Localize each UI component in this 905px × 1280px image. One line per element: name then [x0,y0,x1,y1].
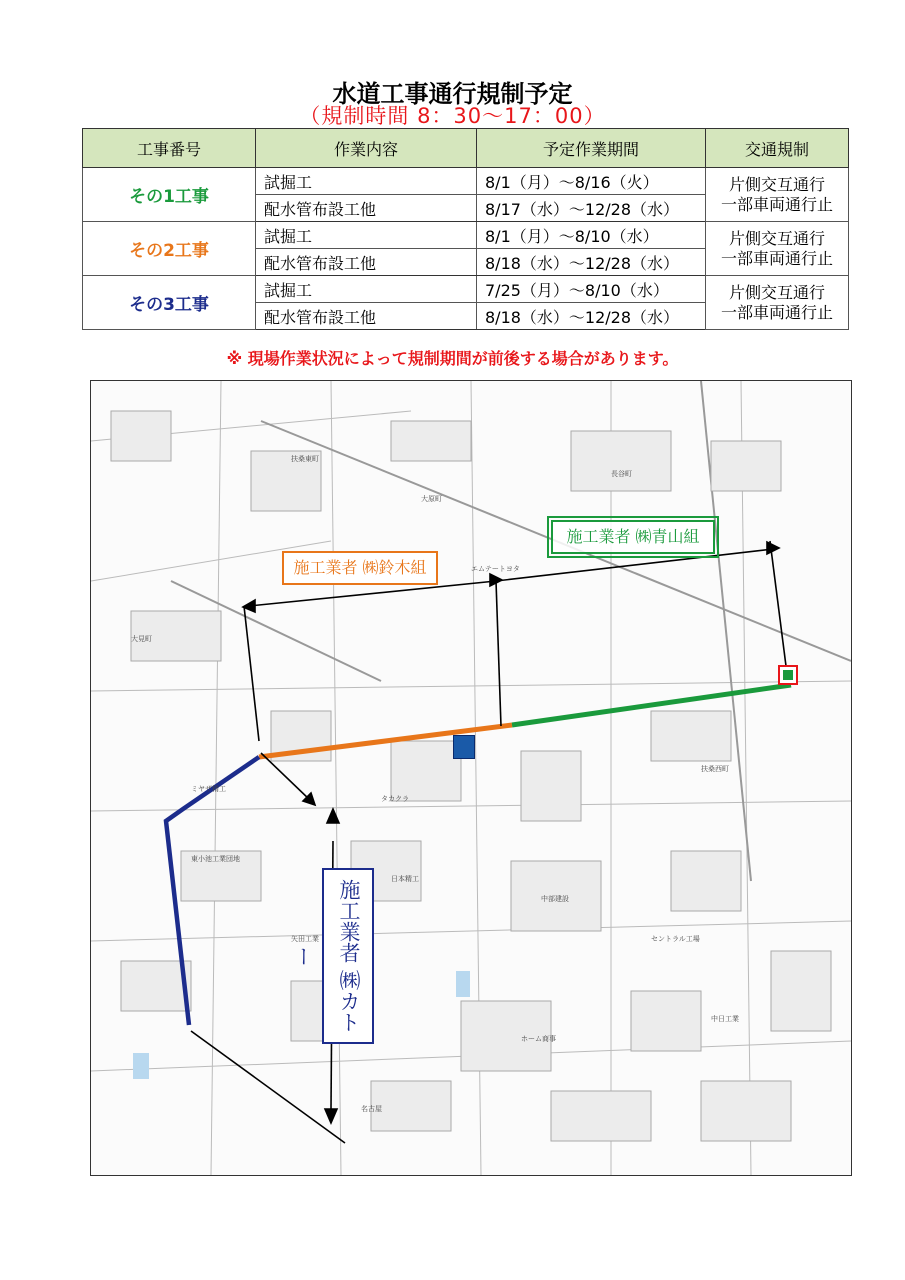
work-content: 試掘工 [256,168,477,195]
regulation-line-1: 片側交互通行 [728,282,825,302]
work-content: 配水管布設工他 [256,195,477,222]
map-label-5: エムテートヨタ [471,565,520,573]
work-period: 7/25（月）〜8/10（水） [477,276,706,303]
map-label-4: ミヤザ精工 [191,785,226,793]
map-label-15: 東小池工業団地 [191,855,240,863]
map-label-11: タカクラ [381,795,409,803]
contractor-label-aoyama: 施工業者 ㈱青山組 [551,520,715,554]
work-content: 試掘工 [256,222,477,249]
map-label-14: 中日工業 [711,1015,739,1023]
map-label-9: 中部建設 [541,895,569,903]
project-name: その2工事 [83,222,256,276]
traffic-regulation [706,222,849,276]
table-row [83,276,849,303]
map-label-10: 矢田工業 [291,935,319,943]
work-period: 8/1（月）〜8/10（水） [477,222,706,249]
table-row [83,222,849,249]
map-label-6: 大見町 [131,635,152,643]
schedule-note: ※ 現場作業状況によって規制期間が前後する場合があります。 [226,349,679,368]
site-marker-icon [778,665,798,685]
work-period: 8/1（月）〜8/16（火） [477,168,706,195]
traffic-regulation [706,276,849,330]
header-work: 作業内容 [256,129,477,168]
work-period: 8/17（水）〜12/28（水） [477,195,706,222]
regulation-line-1: 片側交互通行 [728,228,825,248]
store-icon [453,735,475,759]
work-period: 8/18（水）〜12/28（水） [477,303,706,330]
page-title: 水道工事通行規制予定 [332,80,573,108]
map-label-8: 日本精工 [391,875,419,883]
contractor-label-kato: 施工業者 ㈱カトー [322,868,374,1044]
regulation-line-1: 片側交互通行 [728,174,825,194]
table-row [83,168,849,195]
header-period: 予定作業期間 [477,129,706,168]
regulation-line-2: 一部車両通行止 [720,248,833,268]
header-project-no: 工事番号 [83,129,256,168]
site-map[interactable] [90,380,852,1176]
map-label-12: セントラル工場 [651,935,700,943]
map-label-7: 扶桑西町 [701,765,729,773]
map-label-16: 名古屋 [361,1105,382,1113]
schedule-table [82,128,849,330]
regulation-hours: （規制時間 8：30〜17：00） [299,104,606,128]
header-regulation: 交通規制 [706,129,849,168]
map-label-3: 長谷町 [611,470,632,478]
regulation-line-2: 一部車両通行止 [720,194,833,214]
work-content: 配水管布設工他 [256,249,477,276]
traffic-regulation [706,168,849,222]
work-content: 配水管布設工他 [256,303,477,330]
project-name: その1工事 [83,168,256,222]
work-content: 試掘工 [256,276,477,303]
map-label-1: 扶桑東町 [291,455,319,463]
map-label-2: 大原町 [421,495,442,503]
map-label-13: ホーム商事 [521,1035,556,1043]
map-base [91,381,851,1175]
contractor-label-suzuki: 施工業者 ㈱鈴木組 [282,551,438,585]
project-name: その3工事 [83,276,256,330]
regulation-line-2: 一部車両通行止 [720,302,833,322]
work-period: 8/18（水）〜12/28（水） [477,249,706,276]
